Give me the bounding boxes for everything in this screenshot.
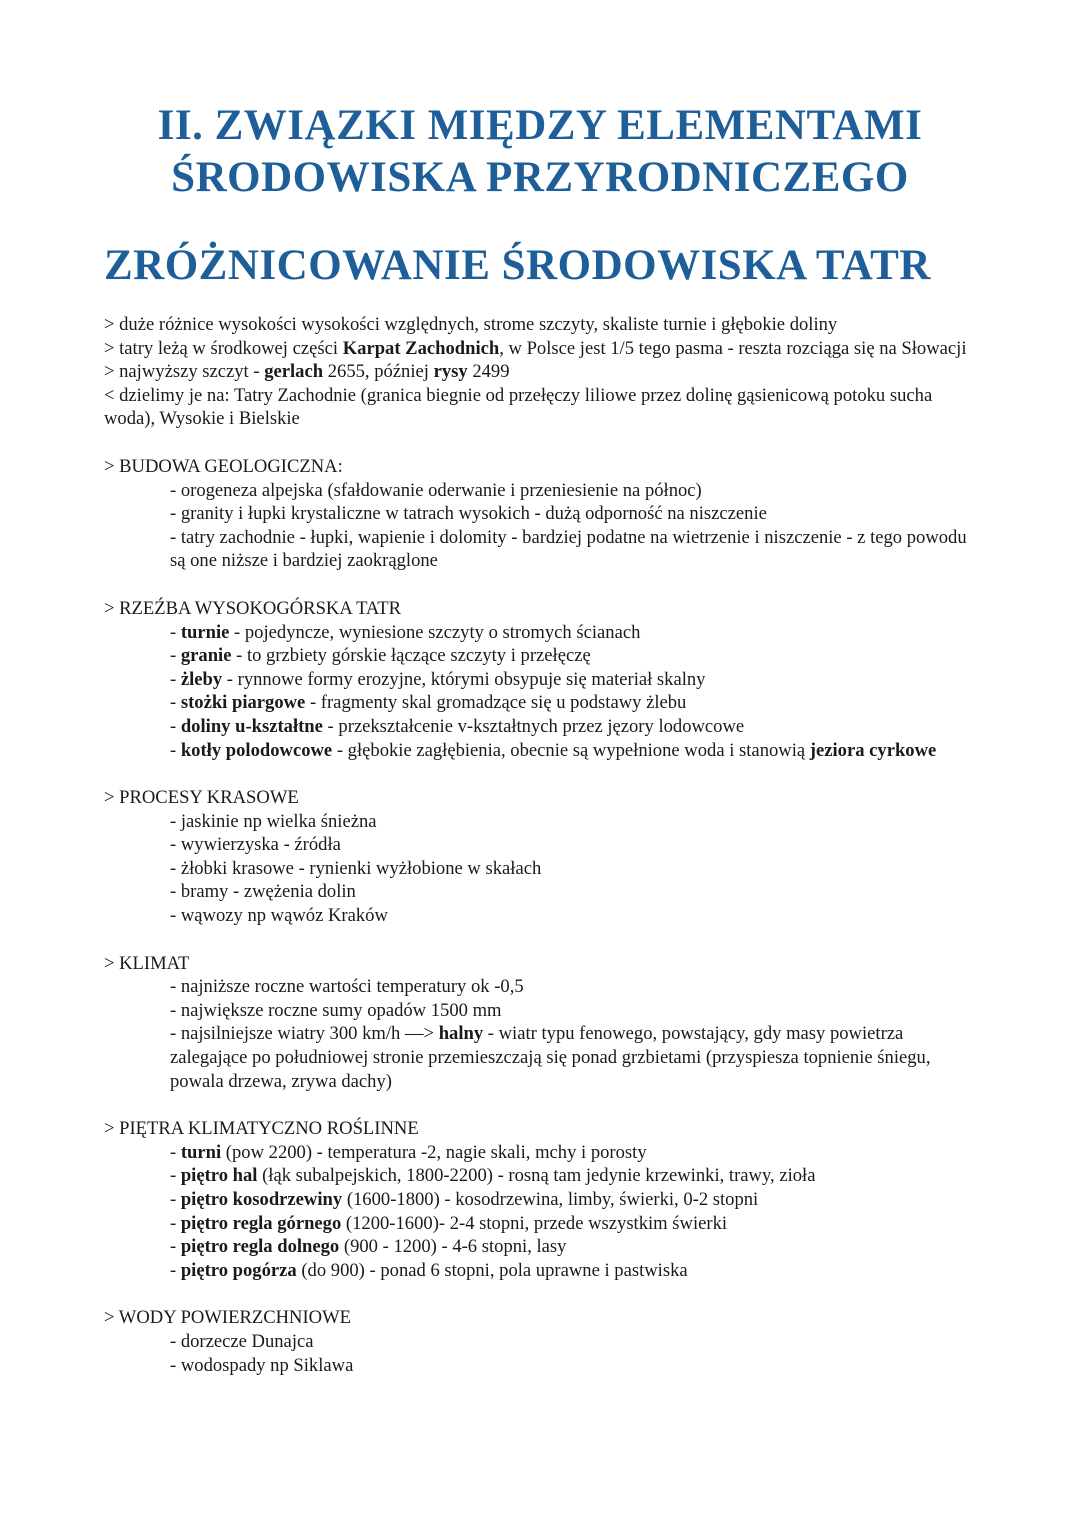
- section-vegetation-zones: [104, 1117, 984, 1282]
- list-item: - piętro pogórza (do 900) - ponad 6 stopni, pola uprawne i pastwiska: [170, 1259, 688, 1281]
- section-heading: > PROCESY KRASOWE: [104, 787, 299, 809]
- main-title-line2: ŚRODOWISKA PRZYRODNICZEGO: [171, 154, 909, 201]
- section-heading: > BUDOWA GEOLOGICZNA:: [104, 455, 343, 477]
- intro-block: [104, 313, 984, 431]
- list-item: - turni (pow 2200) - temperatura -2, nagie skali, mchy i porosty: [170, 1141, 647, 1163]
- list-item: - doliny u-kształtne - przekształcenie v-kształtnych przez jęzory lodowcowe: [170, 715, 745, 737]
- list-item: - żłobki krasowe - rynienki wyżłobione w skałach: [170, 857, 542, 879]
- section-karst: [104, 786, 984, 928]
- list-item: - jaskinie np wielka śnieżna: [170, 810, 377, 832]
- list-item: - piętro regla dolnego (900 - 1200) - 4-6 stopni, lasy: [170, 1236, 567, 1258]
- list-item: - piętro kosodrzewiny (1600-1800) - kosodrzewina, limby, świerki, 0-2 stopni: [170, 1189, 759, 1210]
- section-title: ZRÓŻNICOWANIE ŚRODOWISKA TATR: [104, 242, 931, 289]
- list-item: - żleby - rynnowe formy erozyjne, którymi obsypuje się materiał skalny: [170, 668, 706, 690]
- main-title-line1: II. ZWIĄZKI MIĘDZY ELEMENTAMI: [157, 102, 923, 149]
- section-surface-waters: [104, 1306, 984, 1377]
- list-item: - najniższe roczne wartości temperatury ok -0,5: [170, 976, 524, 998]
- list-item: - piętro regla górnego (1200-1600)- 2-4 stopni, przede wszystkim świerki: [170, 1212, 728, 1234]
- intro-line: > duże różnice wysokości wysokości względnych, strome szczyty, skaliste turnie i głębokie doliny: [104, 314, 838, 335]
- list-item: - orogeneza alpejska (sfałdowanie oderwanie i przeniesienie na północ): [170, 479, 702, 501]
- section-heading: > PIĘTRA KLIMATYCZNO ROŚLINNE: [104, 1118, 419, 1140]
- section-geology: [104, 455, 984, 573]
- list-item: - turnie - pojedyncze, wyniesione szczyty o stromych ścianach: [170, 621, 641, 643]
- list-item: - największe roczne sumy opadów 1500 mm: [170, 999, 502, 1021]
- list-item: - wąwozy np wąwóz Kraków: [170, 905, 388, 927]
- list-item: - wodospady np Siklawa: [170, 1354, 354, 1376]
- list-item: - najsilniejsze wiatry 300 km/h —> halny - wiatr typu fenowego, powstający, gdy masy powietrza zalegające po południowej stronie przemieszczają się ponad grzbietami (przyspiesza topnienie śniegu, powala drzewa, zrywa dachy): [170, 1023, 931, 1092]
- list-item: - granity i łupki krystaliczne w tatrach wysokich - dużą odporność na niszczenie: [170, 503, 767, 525]
- list-item: - bramy - zwężenia dolin: [170, 881, 356, 903]
- main-title: [0, 100, 1080, 204]
- intro-line: > najwyższy szczyt - gerlach 2655, później rysy 2499: [104, 361, 510, 383]
- list-item: - tatry zachodnie - łupki, wapienie i dolomity - bardziej podatne na wietrzenie i niszczenie - z tego powodu są one niższe i bardziej zaokrąglone: [170, 526, 967, 572]
- intro-line: < dzielimy je na: Tatry Zachodnie (granica biegnie od przełęczy liliowe przez dolinę gąsienicową potoku sucha woda), Wysokie i Bielskie: [104, 384, 933, 430]
- section-relief: [104, 597, 984, 762]
- list-item: - stożki piargowe - fragmenty skal gromadzące się u podstawy żlebu: [170, 692, 687, 714]
- section-climate: [104, 952, 984, 1094]
- section-heading: > RZEŹBA WYSOKOGÓRSKA TATR: [104, 597, 402, 619]
- list-item: - piętro hal (łąk subalpejskich, 1800-2200) - rosną tam jedynie krzewinki, trawy, zioła: [170, 1165, 816, 1187]
- intro-line: > tatry leżą w środkowej części Karpat Zachodnich, w Polsce jest 1/5 tego pasma - reszta rozciąga się na Słowacji: [104, 337, 967, 359]
- section-heading: > KLIMAT: [104, 952, 190, 974]
- list-item: - granie - to grzbiety górskie łączące szczyty i przełęczę: [170, 645, 591, 667]
- document-body: [104, 313, 984, 1377]
- section-heading: > WODY POWIERZCHNIOWE: [104, 1307, 352, 1329]
- list-item: - wywierzyska - źródła: [170, 834, 341, 856]
- list-item: - kotły polodowcowe - głębokie zagłębienia, obecnie są wypełnione woda i stanowią jeziora cyrkowe: [170, 739, 937, 761]
- list-item: - dorzecze Dunajca: [170, 1330, 314, 1352]
